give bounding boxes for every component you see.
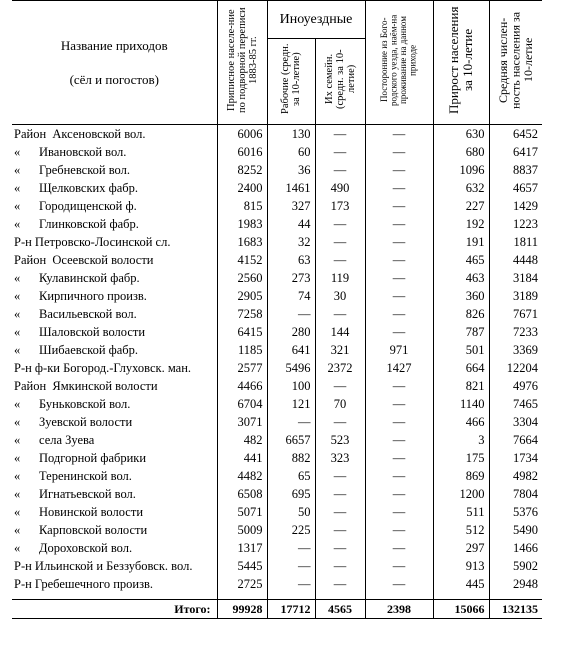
row-c6: 6452: [489, 125, 542, 144]
row-c5: 787: [433, 323, 489, 341]
table-row: [12, 161, 542, 179]
table-row: [12, 413, 542, 431]
row-c4: —: [365, 215, 433, 233]
row-c3: —: [315, 521, 365, 539]
row-c2: 280: [267, 323, 315, 341]
row-c4: —: [365, 143, 433, 161]
table-row: [12, 179, 542, 197]
header-name-line1: Название приходов: [60, 37, 168, 53]
row-c1: 5009: [217, 521, 267, 539]
row-name: « Шибаевской фабр.: [14, 343, 139, 357]
row-c5: 511: [433, 503, 489, 521]
table-row: [12, 359, 542, 377]
row-c3: —: [315, 557, 365, 575]
row-c6: 8837: [489, 161, 542, 179]
row-name: « Зуевской волости: [14, 415, 133, 429]
row-c1: 5445: [217, 557, 267, 575]
row-c4: —: [365, 431, 433, 449]
row-c4: —: [365, 449, 433, 467]
row-name: « Карповской волости: [14, 523, 148, 537]
row-c6: 5376: [489, 503, 542, 521]
row-name: « Теренинской вол.: [14, 469, 132, 483]
row-c5: 192: [433, 215, 489, 233]
row-c5: 630: [433, 125, 489, 144]
row-c2: 44: [267, 215, 315, 233]
row-name: « Новинской волости: [14, 505, 144, 519]
row-c6: 1811: [489, 233, 542, 251]
row-c6: 1223: [489, 215, 542, 233]
row-c1: 6508: [217, 485, 267, 503]
row-c4: —: [365, 197, 433, 215]
row-c1: 1983: [217, 215, 267, 233]
row-c6: 3189: [489, 287, 542, 305]
row-c3: —: [315, 377, 365, 395]
row-c4: —: [365, 557, 433, 575]
row-c3: —: [315, 575, 365, 593]
row-c1: 815: [217, 197, 267, 215]
total-c4: 2398: [365, 600, 433, 619]
row-name: Р-н Гребешечного произв.: [14, 577, 154, 591]
row-c5: 3: [433, 431, 489, 449]
table-row: [12, 287, 542, 305]
row-c3: —: [315, 215, 365, 233]
row-c1: 2577: [217, 359, 267, 377]
row-c4: —: [365, 377, 433, 395]
row-name: « Гребневской вол.: [14, 163, 130, 177]
row-c4: —: [365, 467, 433, 485]
row-c4: —: [365, 179, 433, 197]
row-c5: 1140: [433, 395, 489, 413]
row-c6: 7664: [489, 431, 542, 449]
row-c2: —: [267, 305, 315, 323]
row-c5: 826: [433, 305, 489, 323]
row-c3: 70: [315, 395, 365, 413]
row-c2: 63: [267, 251, 315, 269]
row-c4: —: [365, 485, 433, 503]
row-c6: 2948: [489, 575, 542, 593]
row-c3: —: [315, 161, 365, 179]
row-c2: 36: [267, 161, 315, 179]
row-c4: —: [365, 287, 433, 305]
row-c2: 882: [267, 449, 315, 467]
header-col4-label: Посторонние из Бого-родского уезда, наём-на проживание на данном приходе: [379, 14, 418, 106]
row-c1: 6415: [217, 323, 267, 341]
row-c3: —: [315, 503, 365, 521]
row-c6: 1734: [489, 449, 542, 467]
table-row: [12, 341, 542, 359]
row-c6: 7233: [489, 323, 542, 341]
row-c4: —: [365, 161, 433, 179]
row-name: « Васильевской вол.: [14, 307, 137, 321]
row-c1: 5071: [217, 503, 267, 521]
row-c5: 821: [433, 377, 489, 395]
row-c2: 273: [267, 269, 315, 287]
row-c1: 4482: [217, 467, 267, 485]
row-name: « Кулавинской фабр.: [14, 271, 140, 285]
row-c3: 323: [315, 449, 365, 467]
row-c5: 1096: [433, 161, 489, 179]
row-name: Р-н ф-ки Богород.-Глуховск. ман.: [14, 361, 192, 375]
row-name: « Глинковской фабр.: [14, 217, 139, 231]
row-c6: 1466: [489, 539, 542, 557]
row-c3: 321: [315, 341, 365, 359]
row-c1: 1185: [217, 341, 267, 359]
row-c5: 501: [433, 341, 489, 359]
header-col5-label: Прирост населения за 10-летие: [446, 6, 476, 114]
table-row: [12, 431, 542, 449]
row-c1: 3071: [217, 413, 267, 431]
row-name: « Шаловской волости: [14, 325, 146, 339]
row-c4: —: [365, 305, 433, 323]
row-c3: 30: [315, 287, 365, 305]
row-c6: 4976: [489, 377, 542, 395]
table-row: [12, 377, 542, 395]
row-c6: 3304: [489, 413, 542, 431]
table-row: [12, 539, 542, 557]
row-c3: 523: [315, 431, 365, 449]
row-c3: —: [315, 467, 365, 485]
row-c6: 3184: [489, 269, 542, 287]
row-c6: 4448: [489, 251, 542, 269]
row-name: « Игнатьевской вол.: [14, 487, 136, 501]
row-c5: 445: [433, 575, 489, 593]
header-col5: [433, 1, 489, 125]
row-c4: —: [365, 251, 433, 269]
row-c2: 130: [267, 125, 315, 144]
row-c2: 695: [267, 485, 315, 503]
row-c1: 6704: [217, 395, 267, 413]
total-c5: 15066: [433, 600, 489, 619]
total-c3: 4565: [315, 600, 365, 619]
row-c5: 465: [433, 251, 489, 269]
header-col2-label: Рабочие (средн. за 10-летие): [280, 43, 302, 115]
row-c4: 971: [365, 341, 433, 359]
row-c4: —: [365, 323, 433, 341]
table-row: [12, 467, 542, 485]
row-c4: —: [365, 413, 433, 431]
table-row: [12, 125, 542, 144]
row-c5: 360: [433, 287, 489, 305]
row-c6: 4982: [489, 467, 542, 485]
row-c3: —: [315, 125, 365, 144]
row-c5: 191: [433, 233, 489, 251]
row-c5: 512: [433, 521, 489, 539]
row-name: Район Осеевской волости: [14, 253, 154, 267]
header-name-cell: [12, 1, 217, 125]
row-c5: 1200: [433, 485, 489, 503]
table-row: [12, 305, 542, 323]
header-col2: [267, 39, 315, 125]
row-c4: —: [365, 269, 433, 287]
row-c5: 463: [433, 269, 489, 287]
row-c4: 1427: [365, 359, 433, 377]
table-row: [12, 197, 542, 215]
row-c1: 6006: [217, 125, 267, 144]
row-name: « села Зуева: [14, 433, 95, 447]
row-c2: 32: [267, 233, 315, 251]
parish-population-table: [12, 0, 542, 619]
row-name: Р-н Ильинской и Беззубовск. вол.: [14, 559, 193, 573]
row-c1: 441: [217, 449, 267, 467]
row-c6: 6417: [489, 143, 542, 161]
row-c3: 490: [315, 179, 365, 197]
row-name: Р-н Петровско-Лосинской сл.: [14, 235, 171, 249]
total-row: [12, 600, 542, 619]
row-c1: 8252: [217, 161, 267, 179]
row-c5: 466: [433, 413, 489, 431]
row-name: Район Ямкинской волости: [14, 379, 158, 393]
row-c3: 2372: [315, 359, 365, 377]
row-name: « Подгорной фабрики: [14, 451, 147, 465]
row-c6: 7804: [489, 485, 542, 503]
row-c2: 60: [267, 143, 315, 161]
header-col4: [365, 1, 433, 125]
row-c5: 632: [433, 179, 489, 197]
row-c2: 327: [267, 197, 315, 215]
row-c1: 2560: [217, 269, 267, 287]
row-c1: 6016: [217, 143, 267, 161]
row-c3: —: [315, 305, 365, 323]
row-c2: 65: [267, 467, 315, 485]
row-c6: 5902: [489, 557, 542, 575]
row-c1: 4152: [217, 251, 267, 269]
table-row: [12, 233, 542, 251]
row-c3: 173: [315, 197, 365, 215]
row-c3: —: [315, 251, 365, 269]
row-c3: —: [315, 143, 365, 161]
row-c2: 1461: [267, 179, 315, 197]
row-c3: —: [315, 485, 365, 503]
row-c1: 1317: [217, 539, 267, 557]
total-c2: 17712: [267, 600, 315, 619]
row-c2: 50: [267, 503, 315, 521]
row-c5: 297: [433, 539, 489, 557]
row-c4: —: [365, 125, 433, 144]
row-c1: 482: [217, 431, 267, 449]
row-c6: 4657: [489, 179, 542, 197]
row-c2: 100: [267, 377, 315, 395]
row-c2: —: [267, 539, 315, 557]
row-c1: 2905: [217, 287, 267, 305]
header-col1-label: Приписное населе-ние по подворной переписи 1883-85 гг.: [225, 7, 259, 113]
row-c2: —: [267, 413, 315, 431]
row-c4: —: [365, 503, 433, 521]
table-row: [12, 395, 542, 413]
row-c2: —: [267, 557, 315, 575]
table-row: [12, 215, 542, 233]
total-label: Итого:: [12, 600, 217, 619]
row-c6: 3369: [489, 341, 542, 359]
row-name: « Буньковской вол.: [14, 397, 131, 411]
row-c1: 2725: [217, 575, 267, 593]
row-c3: 119: [315, 269, 365, 287]
header-col6: [489, 1, 542, 125]
row-c1: 2400: [217, 179, 267, 197]
header-name-line2: (сёл и погостов): [69, 71, 159, 87]
total-c1: 99928: [217, 600, 267, 619]
header-col1: [217, 1, 267, 125]
table-row: [12, 269, 542, 287]
row-c6: 7465: [489, 395, 542, 413]
row-c2: 641: [267, 341, 315, 359]
row-name: « Дороховской вол.: [14, 541, 133, 555]
row-c5: 664: [433, 359, 489, 377]
row-name: « Кирпичного произв.: [14, 289, 147, 303]
row-c5: 227: [433, 197, 489, 215]
row-name: Район Аксеновской вол.: [14, 127, 146, 141]
header-col6-label: Средняя числен-ность населения за 10-летие: [496, 11, 536, 109]
row-c2: 5496: [267, 359, 315, 377]
row-c5: 913: [433, 557, 489, 575]
row-c4: —: [365, 395, 433, 413]
row-c4: —: [365, 521, 433, 539]
row-c5: 680: [433, 143, 489, 161]
row-name: « Ивановской вол.: [14, 145, 127, 159]
row-c6: 7671: [489, 305, 542, 323]
row-c5: 175: [433, 449, 489, 467]
table-row: [12, 449, 542, 467]
table-body: [12, 125, 542, 600]
row-name: « Городищенской ф.: [14, 199, 137, 213]
row-c3: —: [315, 539, 365, 557]
row-c6: 12204: [489, 359, 542, 377]
header-col3-label: Их семейн. (средн. за 10-летие): [323, 49, 357, 109]
table-row: [12, 575, 542, 593]
row-c4: —: [365, 575, 433, 593]
row-c6: 5490: [489, 521, 542, 539]
row-c2: 121: [267, 395, 315, 413]
table-row: [12, 521, 542, 539]
row-c1: 4466: [217, 377, 267, 395]
header-group: Иноуездные: [267, 1, 365, 39]
row-c1: 1683: [217, 233, 267, 251]
row-c2: —: [267, 575, 315, 593]
table-row: [12, 251, 542, 269]
row-c2: 74: [267, 287, 315, 305]
table-row: [12, 503, 542, 521]
row-c1: 7258: [217, 305, 267, 323]
row-c4: —: [365, 233, 433, 251]
table-row: [12, 557, 542, 575]
row-c3: 144: [315, 323, 365, 341]
row-c3: —: [315, 413, 365, 431]
table-row: [12, 485, 542, 503]
row-c3: —: [315, 233, 365, 251]
header-col3: [315, 39, 365, 125]
table-row: [12, 323, 542, 341]
row-c2: 6657: [267, 431, 315, 449]
total-c6: 132135: [489, 600, 542, 619]
row-name: « Щелковских фабр.: [14, 181, 138, 195]
row-c4: —: [365, 539, 433, 557]
row-c5: 869: [433, 467, 489, 485]
table-row: [12, 143, 542, 161]
row-c2: 225: [267, 521, 315, 539]
row-c6: 1429: [489, 197, 542, 215]
